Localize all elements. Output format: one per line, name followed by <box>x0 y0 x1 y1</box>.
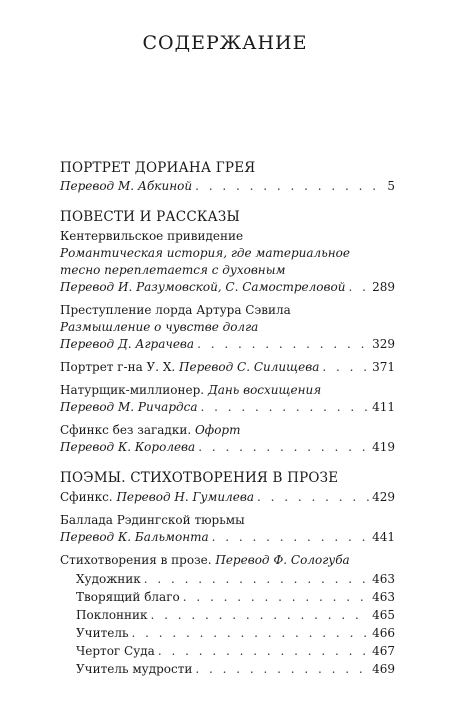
page-number: 466 <box>372 626 395 640</box>
toc-entry-mr-wh[interactable] <box>60 359 395 376</box>
page-number: 411 <box>372 400 395 414</box>
toc-subentry-house-of-judgment[interactable] <box>76 643 395 660</box>
translator-label: Перевод Н. Гумилева <box>116 490 254 504</box>
toc-entry-sphinx-story[interactable] <box>60 439 395 456</box>
page-number: 463 <box>372 572 395 586</box>
page-number: 329 <box>372 337 395 351</box>
leader-dots <box>132 625 370 642</box>
page-number: 289 <box>372 280 395 294</box>
translator-label: Перевод И. Разумовской, С. Самостреловой <box>60 280 346 294</box>
leader-dots <box>198 439 369 456</box>
subentry-label: Учитель мудрости <box>76 662 193 676</box>
entry-title: Сфинкс без загадки. <box>60 423 192 437</box>
entry-title: Натурщик-миллионер. <box>60 383 205 397</box>
page-number: 5 <box>387 179 395 193</box>
page-title: СОДЕРЖАНИЕ <box>142 32 308 54</box>
page-number: 469 <box>372 662 395 676</box>
entry-subtitle-canterville-2: тесно переплетается с духовным <box>60 263 286 277</box>
entry-title-reading-gaol[interactable]: Баллада Рэдингской тюрьмы <box>60 513 245 527</box>
subentry-label: Художник <box>76 572 141 586</box>
toc-subentry-master[interactable] <box>76 625 395 642</box>
toc-subentry-doer-of-good[interactable] <box>76 589 395 606</box>
subentry-label: Чертог Суда <box>76 644 155 658</box>
entry-title-mr-wh <box>60 359 319 376</box>
entry-subtitle: Дань восхищения <box>207 383 322 397</box>
leader-dots <box>257 489 369 506</box>
translator-label: Перевод К. Королева <box>60 440 196 454</box>
entry-title-sphinx-poem <box>60 489 254 506</box>
toc-subentry-disciple[interactable] <box>76 607 395 624</box>
section-heading-dorian-gray: ПОРТРЕТ ДОРИАНА ГРЕЯ <box>60 160 256 176</box>
translator-label: Перевод М. Ричардса <box>60 400 198 414</box>
toc-entry-reading-gaol[interactable] <box>60 529 395 546</box>
entry-title-prose-poems[interactable] <box>60 552 395 569</box>
leader-dots <box>197 336 369 353</box>
translator-label: Перевод Д. Аграчева <box>60 337 195 351</box>
page-number: 371 <box>372 360 395 374</box>
section-heading-poems: ПОЭМЫ. СТИХОТВОРЕНИЯ В ПРОЗЕ <box>60 470 339 486</box>
entry-title-canterville[interactable]: Кентервильское привидение <box>60 229 244 243</box>
section-heading-stories: ПОВЕСТИ И РАССКАЗЫ <box>60 209 241 225</box>
entry-subtitle-savile: Размышление о чувстве долга <box>60 320 259 334</box>
leader-dots <box>322 359 369 376</box>
translator-label: Перевод К. Бальмонта <box>60 530 209 544</box>
toc-entry-model-millionaire[interactable] <box>60 399 395 416</box>
entry-title: Портрет г-на У. Х. <box>60 360 176 374</box>
entry-title-savile[interactable]: Преступление лорда Артура Сэвила <box>60 303 291 317</box>
toc-subentry-teacher-of-wisdom[interactable] <box>76 661 395 678</box>
entry-subtitle: Офорт <box>194 423 241 437</box>
leader-dots <box>144 571 369 588</box>
leader-dots <box>151 607 370 624</box>
toc-entry-dorian-gray[interactable] <box>60 178 395 195</box>
translator-label: Перевод М. Абкиной <box>60 179 193 193</box>
subentry-label: Творящий благо <box>76 590 180 604</box>
entry-subtitle-canterville-1: Романтическая история, где материальное <box>60 246 350 260</box>
translator-label: Перевод Ф. Сологуба <box>215 553 350 567</box>
translator-label: Перевод С. Силищева <box>179 360 320 374</box>
leader-dots <box>348 279 369 296</box>
subentry-label: Учитель <box>76 626 129 640</box>
leader-dots <box>183 589 369 606</box>
leader-dots <box>195 661 369 678</box>
page-number: 429 <box>372 490 395 504</box>
toc-subentry-artist[interactable] <box>76 571 395 588</box>
entry-title-model-millionaire[interactable] <box>60 382 395 399</box>
entry-title: Стихотворения в прозе. <box>60 553 212 567</box>
page-number: 467 <box>372 644 395 658</box>
leader-dots <box>158 643 369 660</box>
subentry-label: Поклонник <box>76 608 148 622</box>
page-number: 419 <box>372 440 395 454</box>
leader-dots <box>212 529 369 546</box>
toc-entry-canterville[interactable] <box>60 279 395 296</box>
toc-entry-savile[interactable] <box>60 336 395 353</box>
entry-title: Сфинкс. <box>60 490 113 504</box>
entry-title-sphinx-story[interactable] <box>60 422 395 439</box>
leader-dots <box>195 178 384 195</box>
page-number: 465 <box>372 608 395 622</box>
toc-entry-sphinx-poem[interactable] <box>60 489 395 506</box>
page-number: 463 <box>372 590 395 604</box>
page-number: 441 <box>372 530 395 544</box>
leader-dots <box>200 399 369 416</box>
